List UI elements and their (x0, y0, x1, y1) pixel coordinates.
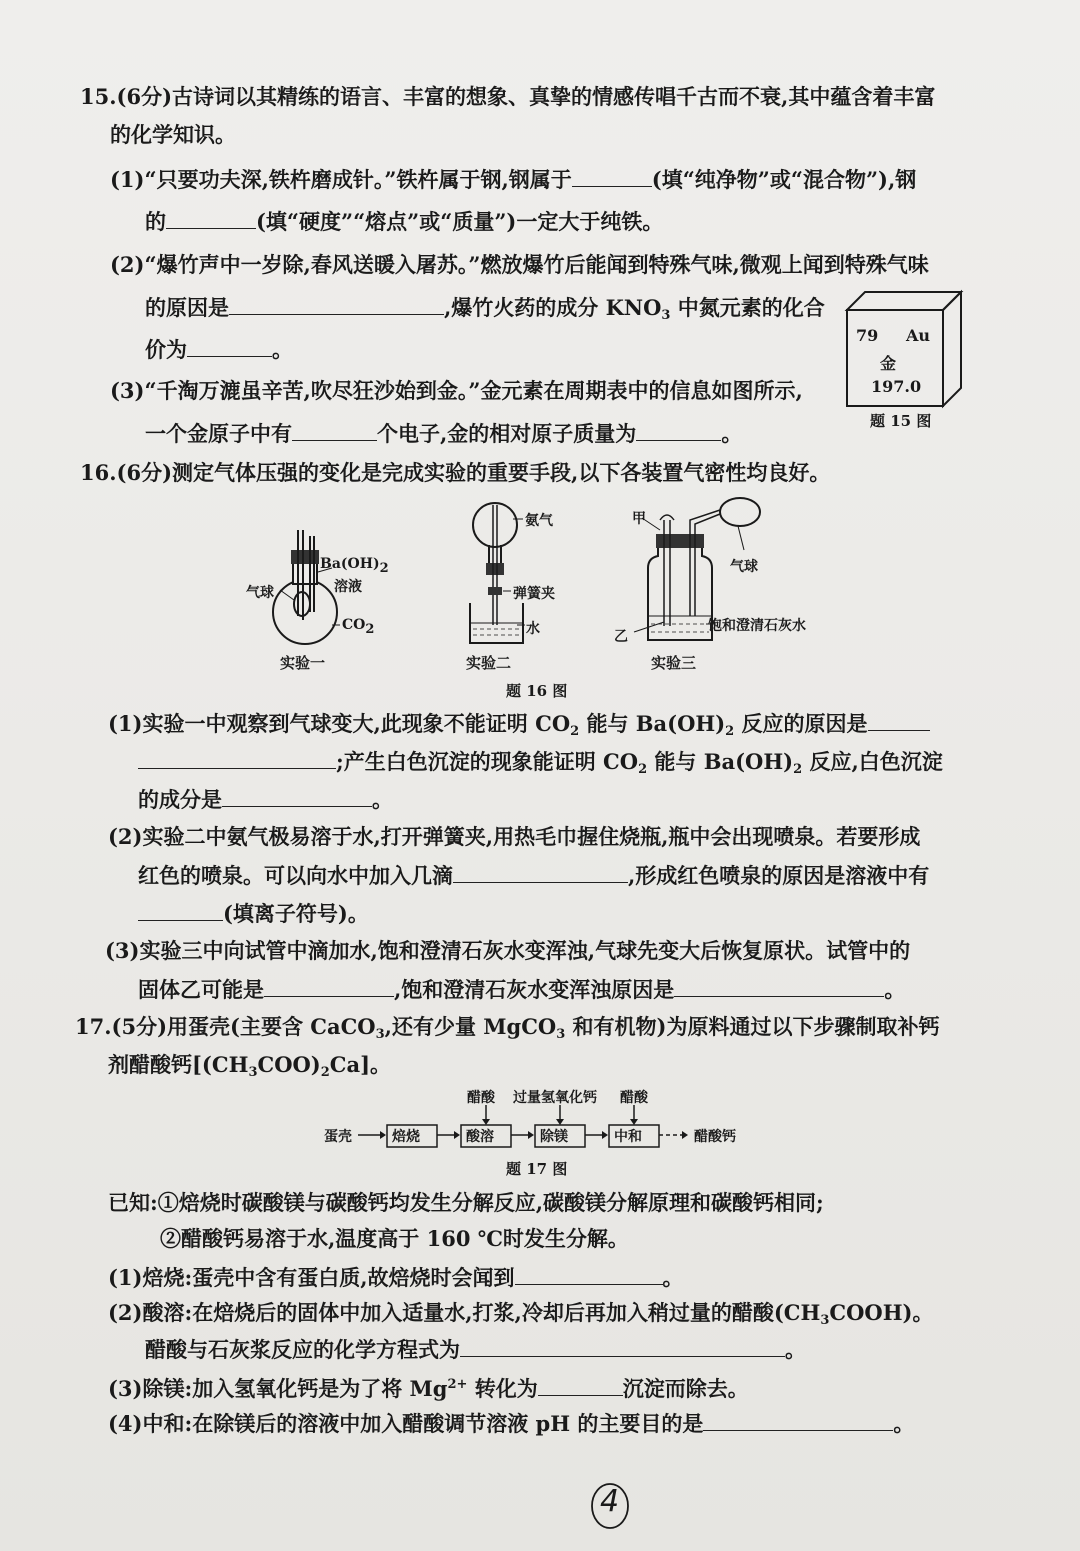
flow-start: 蛋壳 (324, 1129, 352, 1145)
answer-blank[interactable] (222, 784, 372, 807)
q16-part3: (3)实验三中向试管中滴加水,饱和澄清石灰水变浑浊,气球先变大后恢复原状。试管中的 (105, 938, 911, 963)
q16-part2-cont2: (填离子符号)。 (138, 898, 369, 929)
answer-blank[interactable] (868, 708, 930, 731)
answer-blank[interactable] (636, 418, 721, 441)
element-name: 金 (880, 354, 897, 373)
q17-stem-cont: 剂醋酸钙$[(CH_3COO)_2Ca]$。 (108, 1052, 392, 1080)
exp1-gas-label: $CO_2$ (342, 617, 375, 637)
figure-caption-16: 题 16 图 (506, 682, 568, 700)
flow-step-4: 中和 (614, 1129, 642, 1145)
flow-input-2: 过量氢氧化钙 (513, 1090, 597, 1106)
q15-part3: (3)“千淘万漉虽辛苦,吹尽狂沙始到金。”金元素在周期表中的信息如图所示, (110, 378, 803, 403)
figure-caption-17: 题 17 图 (506, 1160, 568, 1178)
q16-stem: 16.(6分)测定气体压强的变化是完成实验的重要手段,以下各装置气密性均良好。 (80, 460, 831, 485)
q16-part1-cont2: 的成分是 。 (138, 784, 393, 815)
answer-blank[interactable] (292, 418, 377, 441)
exp3-label-b: 乙 (614, 629, 628, 645)
answer-blank[interactable] (138, 898, 223, 921)
exp2-clamp-label: 弹簧夹 (513, 586, 555, 602)
q15-stem: 15.(6分)古诗词以其精练的语言、丰富的想象、真挚的情感传唱千古而不衰,其中蕴含着丰富 (80, 84, 936, 109)
answer-blank[interactable] (138, 746, 336, 769)
answer-blank[interactable] (166, 206, 256, 229)
answer-blank[interactable] (229, 292, 444, 315)
q15-part1-cont: 的 (填“硬度”“熔点”或“质量”)一定大于纯铁。 (145, 206, 663, 237)
q17-known-2: ②醋酸钙易溶于水,温度高于 160 ℃时发生分解。 (160, 1226, 629, 1251)
q15-part3-cont: 一个金原子中有 个电子,金的相对原子质量为 。 (145, 418, 742, 449)
q17-part2: (2)酸溶:在焙烧后的固体中加入适量水,打浆,冷却后再加入稍过量的醋酸$(CH_3COOH)$。 (108, 1300, 934, 1328)
q16-part1-cont: ;产生白色沉淀的现象能证明 $CO_2$ 能与 $Ba(OH)_2$ 反应,白色沉淀 (138, 746, 943, 785)
q15-part1: (1)“只要功夫深,铁杵磨成针。”铁杵属于钢,钢属于 (填“纯净物”或“混合物”),钢 (110, 164, 916, 195)
q15-part2-cont2: 价为 。 (145, 334, 293, 365)
q16-part3-cont: 固体乙可能是 ,饱和澄清石灰水变浑浊原因是 。 (138, 974, 905, 1005)
flow-step-3: 除镁 (540, 1129, 568, 1145)
exp3-liquid-label: 饱和澄清石灰水 (708, 618, 806, 634)
q16-part1: (1)实验一中观察到气球变大,此现象不能证明 $CO_2$ 能与 $Ba(OH)_2$ 反应的原因是 (108, 708, 930, 747)
atomic-mass: 197.0 (871, 377, 922, 396)
flow-step-2: 酸溶 (466, 1129, 494, 1145)
answer-blank[interactable] (453, 860, 628, 883)
figure-caption-15: 题 15 图 (870, 412, 932, 430)
exp3-balloon-label: 气球 (730, 559, 758, 575)
experiment-1-apparatus (260, 520, 400, 670)
q15-part2-cont: 的原因是 ,爆竹火药的成分 $KNO_3$ 中氮元素的化合 (145, 292, 825, 331)
q16-part2: (2)实验二中氨气极易溶于水,打开弹簧夹,用热毛巾握住烧瓶,瓶中会出现喷泉。若要形成 (108, 824, 921, 849)
q17-known-1: 已知:①焙烧时碳酸镁与碳酸钙均发生分解反应,碳酸镁分解原理和碳酸钙相同; (108, 1190, 824, 1215)
atomic-number: 79 (856, 326, 879, 345)
exp1-solution-label: $Ba(OH)_2$ (320, 556, 389, 576)
answer-blank[interactable] (515, 1262, 663, 1285)
flow-end: 醋酸钙 (694, 1129, 736, 1145)
q17-part2-cont: 醋酸与石灰浆反应的化学方程式为 。 (145, 1334, 806, 1365)
answer-blank[interactable] (187, 334, 272, 357)
page-number: 4 (600, 1484, 620, 1519)
exp1-balloon-label: 气球 (246, 585, 274, 601)
answer-blank[interactable] (572, 164, 652, 187)
answer-blank[interactable] (674, 974, 884, 997)
q16-part2-cont: 红色的喷泉。可以向水中加入几滴 ,形成红色喷泉的原因是溶液中有 (138, 860, 929, 891)
flow-step-1: 焙烧 (392, 1129, 420, 1145)
flow-input-3: 醋酸 (620, 1090, 648, 1106)
q17-part4: (4)中和:在除镁后的溶液中加入醋酸调节溶液 pH 的主要目的是 。 (108, 1408, 914, 1439)
answer-blank[interactable] (264, 974, 394, 997)
exp1-title: 实验一 (280, 654, 326, 672)
answer-blank[interactable] (703, 1408, 893, 1431)
element-symbol: Au (906, 326, 931, 345)
exp2-gas-label: 氨气 (525, 513, 553, 529)
q17-part3: (3)除镁:加入氢氧化钙是为了将 $Mg^{2+}$ 转化为 沉淀而除去。 (108, 1370, 749, 1404)
exp3-label-a: 甲 (632, 511, 646, 527)
q17-part1: (1)焙烧:蛋壳中含有蛋白质,故焙烧时会闻到 。 (108, 1262, 684, 1293)
flow-input-1: 醋酸 (467, 1090, 495, 1106)
exp2-title: 实验二 (466, 654, 512, 672)
exp3-title: 实验三 (651, 654, 697, 672)
q17-stem: 17.(5分)用蛋壳(主要含 CaCO$_3$,还有少量 MgCO$_3$ 和有机物)为原料通过以下步骤制取补钙 (75, 1014, 940, 1042)
exp2-water-label: 水 (526, 621, 540, 637)
q15-stem-cont: 的化学知识。 (110, 122, 236, 147)
answer-blank[interactable] (538, 1373, 623, 1396)
answer-blank[interactable] (460, 1334, 785, 1357)
q15-part2: (2)“爆竹声中一岁除,春风送暖入屠苏。”燃放爆竹后能闻到特殊气味,微观上闻到特殊气味 (110, 252, 929, 277)
exp1-solution-label-2: 溶液 (334, 579, 362, 595)
